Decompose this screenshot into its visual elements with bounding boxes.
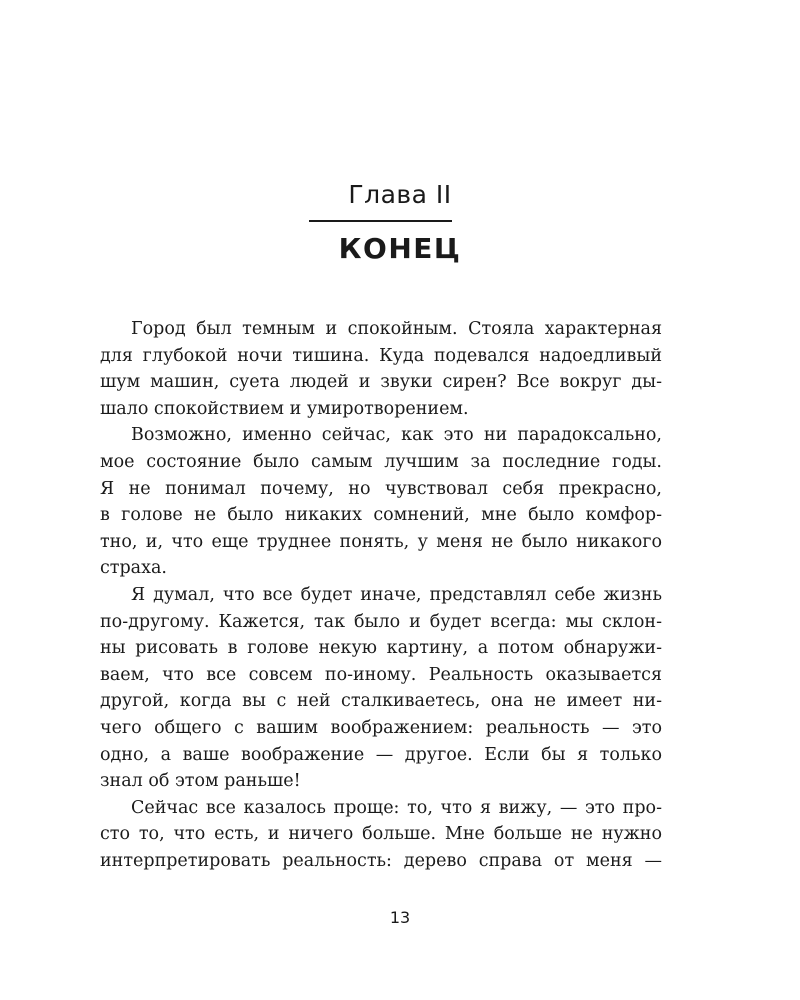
text-line: другой, когда вы с ней сталкиваетесь, она не имеет ни- bbox=[100, 691, 662, 712]
text-line: ны рисовать в голове некую картину, а потом обнаружи- bbox=[100, 638, 662, 659]
chapter-label: Глава II bbox=[348, 180, 452, 209]
text-line: шум машин, суета людей и звуки сирен? Все вокруг ды- bbox=[100, 372, 662, 393]
text-line: сто то, что есть, и ничего больше. Мне больше не нужно bbox=[100, 824, 662, 845]
body-text bbox=[100, 316, 662, 874]
text-line: ваем, что все совсем по-иному. Реальность оказывается bbox=[100, 664, 662, 685]
paragraph bbox=[100, 582, 662, 795]
paragraph bbox=[100, 795, 662, 875]
text-line: мое состояние было самым лучшим за последние годы. bbox=[100, 451, 662, 472]
text-line: в голове не было никаких сомнений, мне было комфор- bbox=[100, 505, 662, 526]
text-line: тно, и, что еще труднее понять, у меня не было никакого bbox=[100, 531, 662, 552]
chapter-title: КОНЕЦ bbox=[338, 232, 462, 265]
text-line: интерпретировать реальность: дерево справа от меня — bbox=[100, 850, 662, 871]
text-line: Возможно, именно сейчас, как это ни парадоксально, bbox=[131, 425, 662, 446]
text-line: по-другому. Кажется, так было и будет всегда: мы склон- bbox=[100, 611, 662, 632]
chapter-rule bbox=[309, 220, 452, 222]
text-line: чего общего с вашим воображением: реальность — это bbox=[100, 717, 662, 738]
paragraph bbox=[100, 422, 662, 582]
text-line: страха. bbox=[100, 558, 167, 579]
text-line: Сейчас все казалось проще: то, что я вижу, — это про- bbox=[131, 797, 662, 818]
paragraph bbox=[100, 316, 662, 422]
text-line: шало спокойствием и умиротворением. bbox=[100, 398, 469, 419]
text-line: Я не понимал почему, но чувствовал себя прекрасно, bbox=[100, 478, 662, 499]
text-line: для глубокой ночи тишина. Куда подевался надоедливый bbox=[100, 345, 662, 366]
text-line: знал об этом раньше! bbox=[100, 771, 301, 792]
text-line: Город был темным и спокойным. Стояла характерная bbox=[131, 319, 662, 339]
text-line: Я думал, что все будет иначе, представлял себе жизнь bbox=[131, 584, 662, 605]
text-line: одно, а ваше воображение — другое. Если бы я только bbox=[100, 744, 662, 765]
page-number: 13 bbox=[389, 908, 411, 927]
